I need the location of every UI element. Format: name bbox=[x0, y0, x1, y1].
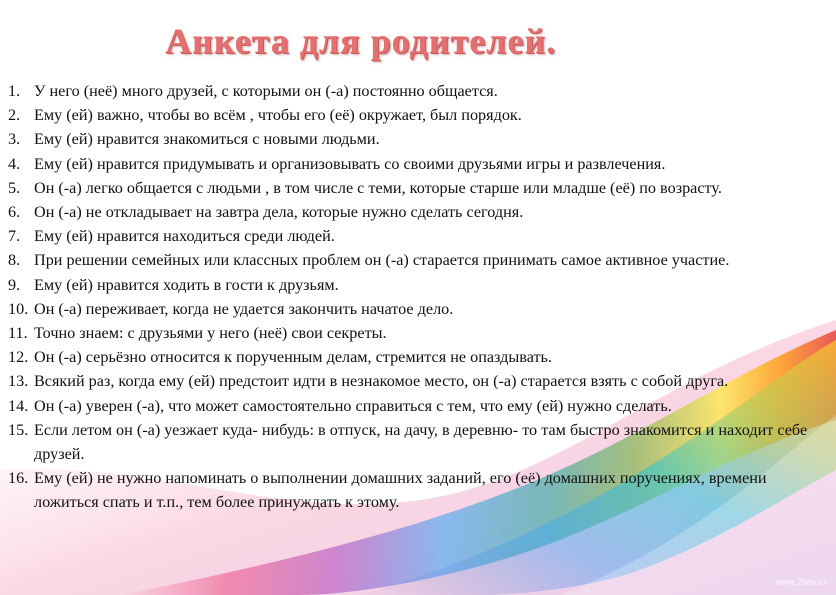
list-item-text: У него (неё) много друзей, с которыми он (-а) постоянно общается. bbox=[34, 82, 498, 100]
list-item-number: 8. bbox=[8, 251, 21, 270]
list-item bbox=[8, 369, 828, 393]
list-item bbox=[8, 297, 828, 321]
list-item-text: Ему (ей) не нужно напоминать о выполнении домашних заданий, его (её) домашних поручениях, времени ложиться спать и т.п., тем более принуждать к этому. bbox=[34, 469, 767, 512]
list-item-text: Ему (ей) нравится ходить в гости к друзьям. bbox=[34, 275, 339, 294]
list-item bbox=[8, 466, 828, 514]
list-item bbox=[8, 176, 828, 200]
list-item-number: 9. bbox=[8, 275, 21, 294]
list-item-text: Ему (ей) нравится придумывать и организовывать со своими друзьями игры и развлечения. bbox=[34, 154, 666, 173]
list-item-text: Если летом он (-а) уезжает куда- нибудь: в отпуск, на дачу, в деревню- то там быстро знакомится и находит себе друзей. bbox=[34, 420, 808, 464]
list-item-text: Ему (ей) нравится находиться среди людей. bbox=[34, 227, 335, 246]
list-item bbox=[8, 394, 828, 418]
list-item-number: 3. bbox=[8, 130, 21, 149]
list-item-text: Всякий раз, когда ему (ей) предстоит идти в незнакомое место, он (-а) старается взять с собой друга. bbox=[34, 372, 729, 391]
list-item bbox=[8, 103, 828, 127]
list-item-number: 14. bbox=[8, 396, 29, 415]
list-item-number: 12. bbox=[8, 348, 29, 367]
list-item bbox=[8, 224, 828, 248]
list-item-text: Точно знаем: с друзьями у него (неё) свои секреты. bbox=[34, 324, 387, 343]
list-item-number: 11. bbox=[8, 324, 28, 343]
list-item-number: 13. bbox=[8, 372, 29, 391]
list-item-number: 16. bbox=[8, 469, 29, 488]
list-item-text: Он (-а) уверен (-а), что может самостоятельно справиться с тем, что ему (ей) нужно сделать. bbox=[34, 396, 672, 415]
list-item-number: 7. bbox=[8, 227, 21, 246]
list-item bbox=[8, 248, 828, 272]
list-item bbox=[8, 79, 828, 103]
questionnaire-list bbox=[8, 79, 828, 515]
list-item-text: При решении семейных или классных проблем он (-а) старается принимать самое активное участие. bbox=[34, 251, 730, 270]
list-item-text: Ему (ей) важно, чтобы во всём , чтобы его (её) окружает, был порядок. bbox=[34, 106, 522, 125]
list-item-number: 4. bbox=[8, 154, 21, 173]
list-item bbox=[8, 152, 828, 176]
list-item-number: 5. bbox=[8, 178, 21, 197]
list-item-text: Ему (ей) нравится знакомиться с новыми людьми. bbox=[34, 130, 380, 149]
list-item bbox=[8, 200, 828, 224]
list-item-number: 10. bbox=[8, 299, 29, 318]
list-item-number: 15. bbox=[8, 420, 29, 439]
list-item-text: Он (-а) серьёзно относится к порученным делам, стремится не опаздывать. bbox=[34, 348, 552, 367]
list-item bbox=[8, 273, 828, 297]
list-item-text: Он (-а) не откладывает на завтра дела, которые нужно сделать сегодня. bbox=[34, 203, 524, 222]
list-item bbox=[8, 321, 828, 345]
list-item-text: Он (-а) переживает, когда не удается закончить начатое дело. bbox=[34, 299, 454, 318]
list-item-number: 6. bbox=[8, 203, 21, 222]
list-item-text: Он (-а) легко общается с людьми , в том числе с теми, которые старше или младше (её) по возрасту. bbox=[34, 178, 722, 197]
list-item-number: 2. bbox=[8, 106, 21, 125]
list-item bbox=[8, 418, 828, 466]
list-item-number: 1. bbox=[8, 82, 21, 100]
watermark: www.7sov.ru bbox=[775, 577, 826, 587]
page-title: Анкета для родителей. bbox=[165, 21, 557, 61]
list-item bbox=[8, 127, 828, 151]
list-item bbox=[8, 345, 828, 369]
